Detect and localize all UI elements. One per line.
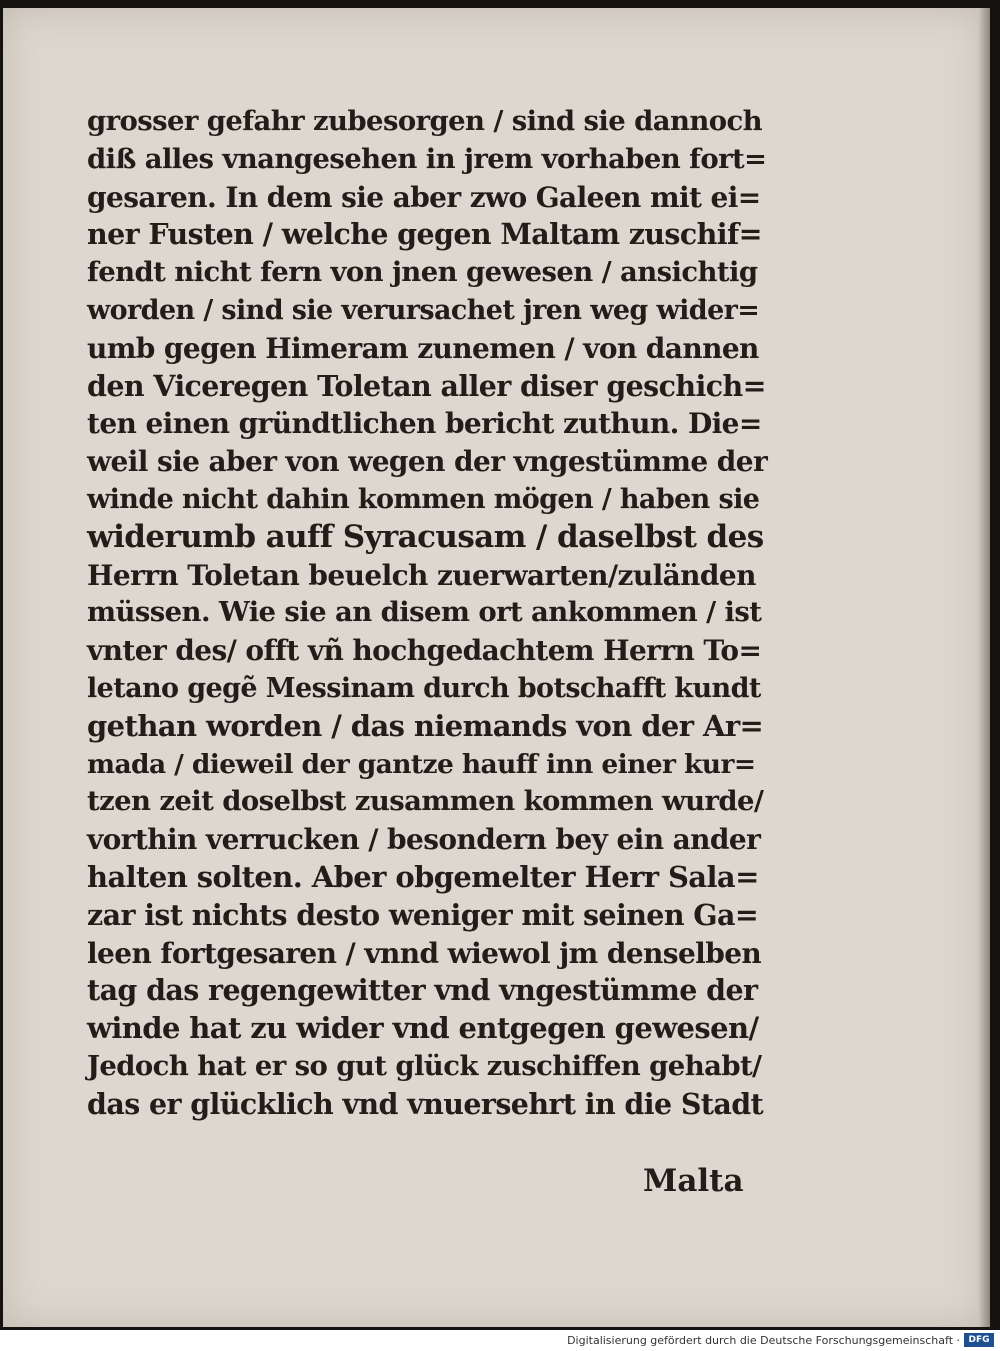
- text-line: tzen zeit doselbst zusammen kommen wurde/: [87, 785, 764, 818]
- text-line: winde nicht dahin kommen mögen / haben sie: [87, 483, 760, 515]
- book-page: [3, 8, 984, 1327]
- text-line: leen fortgesaren / vnnd wiewol jm denselben: [87, 936, 762, 970]
- dfg-logo: DFG: [964, 1333, 994, 1347]
- text-line: weil sie aber von wegen der vngestümme der: [87, 445, 768, 479]
- text-line: ten einen gründtlichen bericht zuthun. Die=: [87, 407, 762, 441]
- text-line: vorthin verrucken / besondern bey ein ander: [87, 823, 761, 857]
- text-line: Herrn Toletan beuelch zuerwarten/zuländen: [87, 558, 756, 592]
- text-line: müssen. Wie sie an disem ort ankommen / ist: [87, 596, 762, 629]
- text-line: den Viceregen Toletan aller diser geschich=: [87, 368, 766, 403]
- text-line: halten solten. Aber obgemelter Herr Sala=: [87, 859, 759, 894]
- text-line: umb gegen Himeram zunemen / von dannen: [87, 331, 759, 365]
- footer: [0, 1330, 1000, 1351]
- text-line: widerumb auff Syracusam / daselbst des: [87, 518, 764, 555]
- text-line: gesaren. In dem sie aber zwo Galeen mit ei=: [87, 180, 761, 214]
- page-edge: [978, 8, 990, 1327]
- text-block: [87, 103, 767, 1124]
- text-line: tag das regengewitter vnd vngestümme der: [87, 973, 758, 1008]
- text-line: mada / dieweil der gantze hauff inn einer kur=: [87, 748, 756, 780]
- text-line: grosser gefahr zubesorgen / sind sie dannoch: [87, 105, 763, 137]
- text-line: vnter des/ offt vñ hochgedachtem Herrn To=: [87, 634, 762, 668]
- text-line: ner Fusten / welche gegen Maltam zuschif=: [87, 217, 762, 252]
- text-line: Jedoch hat er so gut glück zuschiffen gehabt/: [87, 1049, 762, 1082]
- text-line: diß alles vnangesehen in jrem vorhaben fort=: [87, 142, 767, 175]
- text-line: zar ist nichts desto weniger mit seinen Ga=: [87, 897, 759, 932]
- text-line: worden / sind sie verursachet jren weg wider=: [87, 294, 760, 326]
- digitization-credit: Digitalisierung gefördert durch die Deutsche Forschungsgemeinschaft ·: [567, 1334, 960, 1347]
- catchword: Malta: [643, 1163, 744, 1199]
- text-line: das er glücklich vnd vnuersehrt in die Stadt: [87, 1086, 764, 1121]
- text-line: winde hat zu wider vnd entgegen gewesen/: [87, 1011, 759, 1046]
- text-line: gethan worden / das niemands von der Ar=: [87, 708, 764, 743]
- text-line: fendt nicht fern von jnen gewesen / ansichtig: [87, 256, 758, 289]
- text-line: letano gegẽ Messinam durch botschafft kundt: [87, 672, 761, 704]
